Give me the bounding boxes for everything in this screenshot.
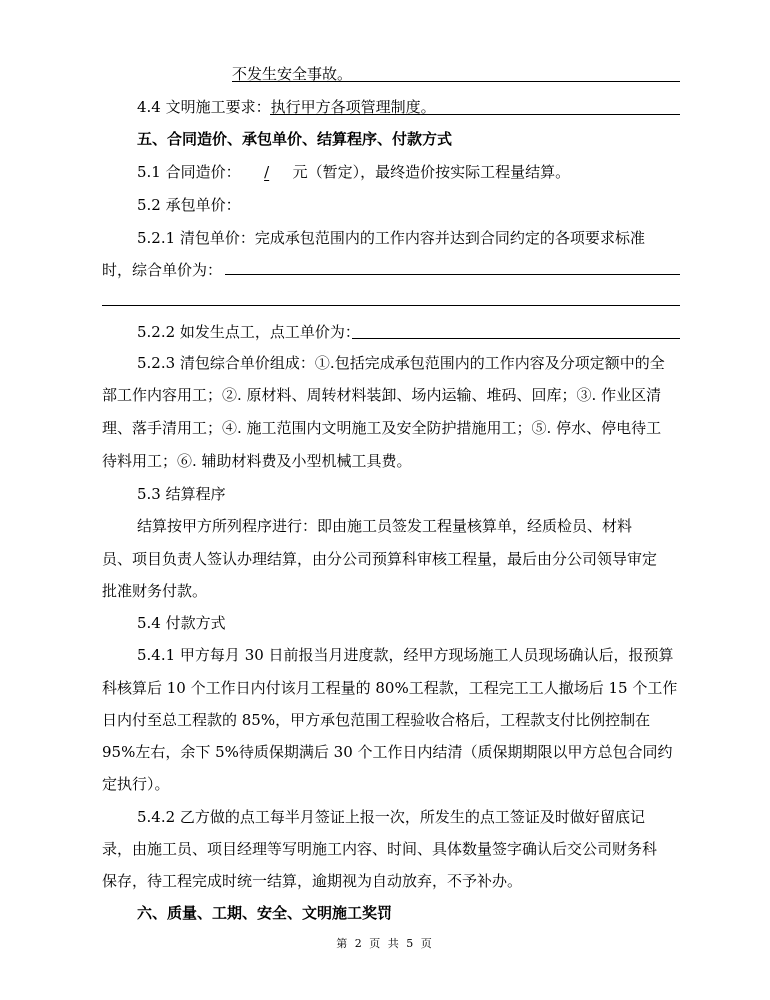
clause-5-2: 5.2 承包单价： bbox=[137, 196, 241, 214]
clause-text: 元（暂定），最终造价按实际工程量结算。 bbox=[292, 163, 571, 181]
clause-value: 执行甲方各项管理制度。 bbox=[270, 98, 436, 116]
text-line: 科核算后 10 个工作日内付该月工程量的 80%工程款，工程完工工人撤场后 15 个工作 bbox=[102, 679, 678, 697]
text-line: 定执行）。 bbox=[102, 775, 170, 793]
blank-fill-line bbox=[352, 338, 680, 339]
text-line: 结算按甲方所列程序进行：即由施工员签发工程量核算单，经质检员、材料 bbox=[137, 517, 633, 535]
text-line: 待料用工；⑥. 辅助材料费及小型机械工具费。 bbox=[102, 452, 412, 470]
blank-fill-line bbox=[102, 305, 680, 306]
section-heading: 五、合同造价、承包单价、结算程序、付款方式 bbox=[137, 130, 453, 148]
text-line: 批准财务付款。 bbox=[102, 582, 208, 600]
text-line: 理、落手清用工；④. 施工范围内文明施工及安全防护措施用工；⑤. 停水、停电待工 bbox=[102, 419, 662, 437]
text-line: 录，由施工员、项目经理等写明施工内容、时间、具体数量签字确认后交公司财务科 bbox=[102, 840, 658, 858]
page-number-footer: 第 2 页 共 5 页 bbox=[336, 937, 434, 950]
clause-label: 4.4 文明施工要求： bbox=[137, 98, 271, 116]
text-line: 95%左右，余下 5%待质保期满后 30 个工作日内结清（质保期期限以甲方总包合同约 bbox=[102, 743, 673, 761]
text-line: 5.4.1 甲方每月 30 日前报当月进度款，经甲方现场施工人员现场确认后，报预算 bbox=[137, 646, 674, 664]
text-line: 部工作内容用工；②. 原材料、周转材料装卸、场内运输、堆码、回库；③. 作业区清 bbox=[102, 386, 662, 404]
section-heading: 六、质量、工期、安全、文明施工奖罚 bbox=[137, 904, 393, 922]
text-line: 5.4.2 乙方做的点工每半月签证上报一次，所发生的点工签证及时做好留底记 bbox=[137, 808, 645, 826]
clause-5-1 bbox=[137, 162, 570, 182]
text-line: 日内付至总工程款的 85%，甲方承包范围工程验收合格后，工程款支付比例控制在 bbox=[102, 711, 651, 729]
blank-fill-line bbox=[225, 274, 680, 275]
text-line: 5.2.3 清包综合单价组成：①.包括完成承包范围内的工作内容及分项定额中的全 bbox=[137, 354, 665, 372]
text-line: 5.2.1 清包单价：完成承包范围内的工作内容并达到合同约定的各项要求标准 bbox=[137, 229, 645, 247]
clause-5-2-2: 5.2.2 如发生点工，点工单价为： bbox=[137, 323, 360, 341]
text-line: 时，综合单价为： bbox=[102, 261, 223, 279]
clause-label: 5.1 合同造价： bbox=[137, 163, 241, 181]
underline-rule bbox=[232, 81, 680, 82]
clause-5-4: 5.4 付款方式 bbox=[137, 614, 226, 632]
clause-5-3: 5.3 结算程序 bbox=[137, 485, 226, 503]
text-line: 员、项目负责人签认办理结算，由分公司预算科审核工程量，最后由分公司领导审定 bbox=[102, 550, 658, 568]
contract-price-value: / bbox=[264, 163, 270, 181]
text-line: 保存，待工程完成时统一结算，逾期视为自动放弃，不予补办。 bbox=[102, 872, 523, 890]
underline-rule bbox=[270, 114, 680, 115]
text-line: 不发生安全事故。 bbox=[232, 65, 353, 83]
